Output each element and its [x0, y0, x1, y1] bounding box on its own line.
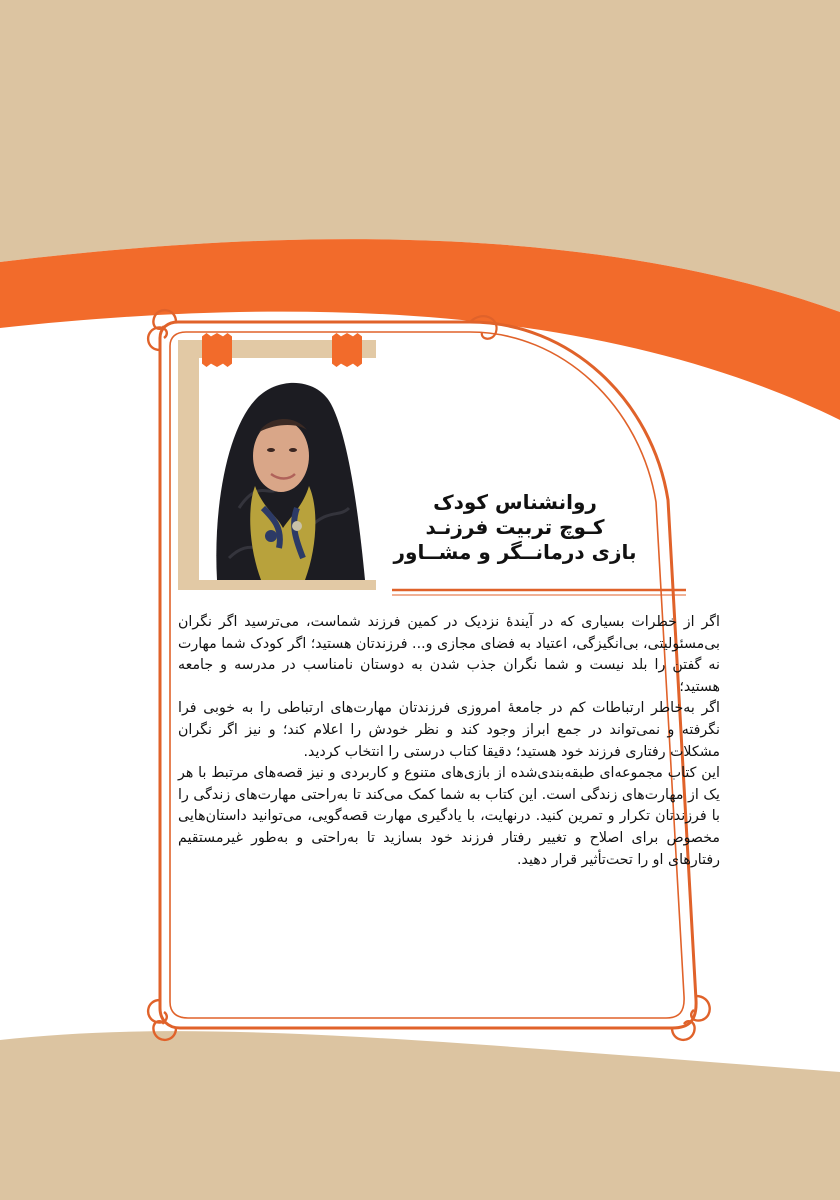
book-description — [178, 612, 720, 871]
author-title-line: روانشناس کودک — [433, 490, 597, 514]
author-title-line: بازی درمانــگر و مشــاور — [393, 540, 637, 564]
author-title-line: کـوچ تربیت فرزنـد — [425, 515, 605, 539]
description-paragraph: اگر به‌خاطر ارتباطات کم در جامعهٔ امروزی فرزندتان مهارت‌های ارتباطی را به خوبی فرا نگرفته و نمی‌تواند در جمع ابراز وجود کند و نظر خودش را اعلام کند؛ و نیز اگر نگران مشکلات رفتاری فرزند خود هستید؛ دقیقا کتاب درستی را انتخاب کردید. — [178, 700, 720, 760]
author-photo — [199, 358, 377, 580]
author-titles — [385, 490, 645, 565]
description-paragraph: اگر از خطرات بسیاری که در آیندهٔ نزدیک در کمین فرزند شماست، می‌ترسید اگر نگران بی‌مسئولیتی، بی‌انگیزگی، اعتیاد به فضای مجازی و... فرزندتان هستید؛ اگر کودک شما مهارت نه گفتن را بلد نیست و شما نگران جذب شدن به دوستان نامناسب در مدرسه و جامعه هستید؛ — [178, 614, 720, 695]
decorative-tag-left — [202, 333, 232, 367]
description-paragraph: این کتاب مجموعه‌ای طبقه‌بندی‌شده از بازی‌های متنوع و کاربردی و نیز قصه‌های مرتبط با هر یک از مهارت‌های زندگی است. این کتاب به شما کمک می‌کند تا به‌راحتی مهارت‌های زندگی را با فرزندتان تکرار و تمرین کنید. درنهایت، با یادگیری مهارت قصه‌گویی، می‌توانید داستان‌هایی مخصوص برای اصلاح و تغییر رفتار فرزند خود بسازید تا به‌راحتی و به‌طور غیرمستقیم رفتارهای او را تحت‌تأثیر قرار دهید. — [178, 765, 720, 868]
bottom-tan-band — [0, 1031, 840, 1200]
decorative-tag-right — [332, 333, 362, 367]
